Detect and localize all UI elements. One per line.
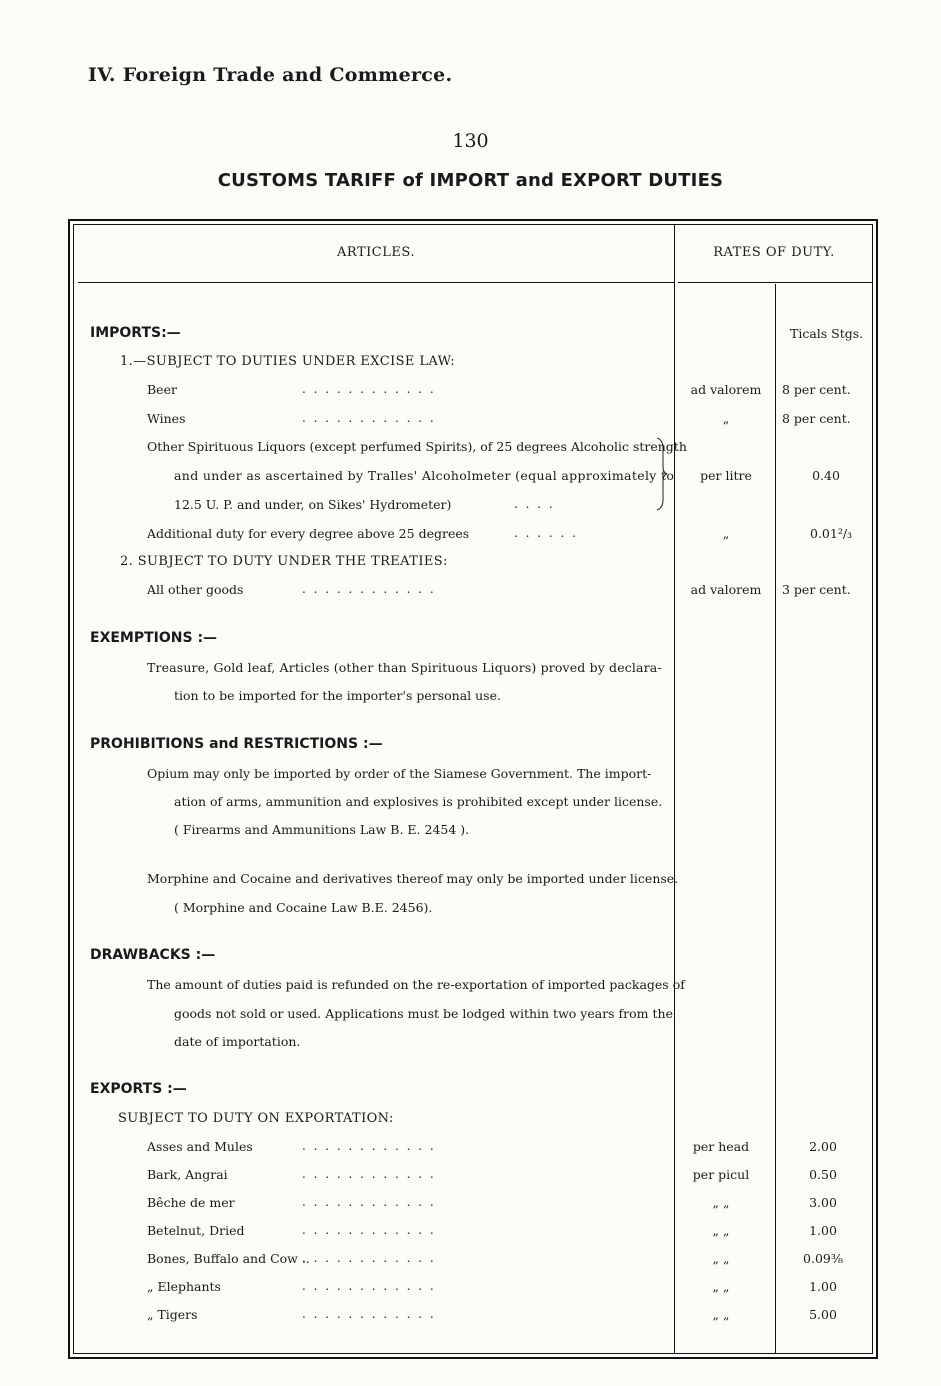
column-divider-rates [775, 284, 776, 1354]
imports-subheading-treaties: 2. SUBJECT TO DUTY UNDER THE TREATIES: [120, 554, 448, 569]
page-title: CUSTOMS TARIFF of IMPORT and EXPORT DUTIES [217, 170, 724, 191]
basis-wines: „ [722, 411, 730, 426]
column-divider-articles [674, 224, 675, 1354]
header-rule-articles [78, 282, 674, 283]
export-item-rate: 3.00 [809, 1195, 837, 1210]
drawbacks-line-1: The amount of duties paid is refunded on the re-exportation of imported packages of [147, 977, 685, 992]
export-item-basis: „ „ [712, 1307, 730, 1322]
export-item-rate: 2.00 [809, 1139, 837, 1154]
rate-spirits: 0.40 [812, 468, 840, 483]
imports-subheading-excise: 1.—SUBJECT TO DUTIES UNDER EXCISE LAW: [120, 354, 456, 369]
dot-leader-short: . . . . . . [514, 526, 578, 540]
item-label-additional: Additional duty for every degree above 25 degrees [147, 526, 470, 541]
exemptions-line-2: tion to be imported for the importer's personal use. [174, 688, 501, 703]
rates-column-header: RATES OF DUTY. [713, 245, 835, 260]
export-item-label: Bark, Angrai [147, 1167, 228, 1182]
export-item-basis: „ „ [712, 1195, 730, 1210]
dot-leader: . . . . . . . . . . . . [302, 582, 436, 596]
drawbacks-heading: DRAWBACKS :— [90, 947, 216, 963]
export-item-basis: „ „ [712, 1223, 730, 1238]
export-item-rate: 0.50 [809, 1167, 837, 1182]
exemptions-line-1: Treasure, Gold leaf, Articles (other than Spirituous Liquors) proved by declara- [147, 660, 662, 675]
item-label-wines: Wines [147, 411, 186, 426]
rate-additional: 0.01²/₃ [810, 526, 853, 541]
basis-spirits: per litre [700, 468, 752, 483]
basis-other-goods: ad valorem [690, 582, 762, 597]
export-item-label: Asses and Mules [147, 1139, 253, 1154]
export-item-basis: per picul [692, 1167, 750, 1182]
export-item-rate: 1.00 [809, 1279, 837, 1294]
dot-leader: . . . . . . . . . . . . [302, 1195, 436, 1209]
spirits-line-3: 12.5 U. P. and under, on Sikes' Hydrometer) [174, 497, 452, 512]
section-heading: IV. Foreign Trade and Commerce. [88, 64, 453, 86]
dot-leader: . . . . . . . . . . . . [302, 1279, 436, 1293]
exports-subheading: SUBJECT TO DUTY ON EXPORTATION: [118, 1111, 394, 1126]
unit-header: Ticals Stgs. [790, 326, 864, 341]
dot-leader: . . . . . . . . . . . . [302, 1223, 436, 1237]
spirits-line-1: Other Spirituous Liquors (except perfumed Spirits), of 25 degrees Alcoholic strength [147, 439, 687, 454]
export-item-basis: „ „ [712, 1251, 730, 1266]
dot-leader: . . . . . . . . . . . . [302, 382, 436, 396]
rate-other-goods: 3 per cent. [782, 582, 851, 597]
export-item-label: Betelnut, Dried [147, 1223, 245, 1238]
dot-leader: . . . . . . . . . . . . [302, 411, 436, 425]
prohibitions-p2-line-2: ( Morphine and Cocaine Law B.E. 2456). [174, 900, 433, 915]
export-item-basis: per head [692, 1139, 750, 1154]
drawbacks-line-3: date of importation. [174, 1034, 301, 1049]
exemptions-heading: EXEMPTIONS :— [90, 630, 218, 646]
articles-column-header: ARTICLES. [337, 245, 415, 260]
export-item-rate: 0.09⅜ [803, 1251, 843, 1266]
prohibitions-p1-line-2: ation of arms, ammunition and explosives is prohibited except under license. [174, 794, 663, 809]
brace-icon [655, 436, 669, 512]
export-item-rate: 1.00 [809, 1223, 837, 1238]
spirits-line-2: and under as ascertained by Tralles' Alcoholmeter (equal approximately to [174, 468, 675, 483]
prohibitions-p1-line-1: Opium may only be imported by order of the Siamese Government. The import- [147, 766, 652, 781]
export-item-label: „ Elephants [147, 1279, 221, 1294]
dot-leader: . . . . . . . . . . . . [302, 1167, 436, 1181]
item-label-beer: Beer [147, 382, 177, 397]
export-item-label: Bêche de mer [147, 1195, 235, 1210]
imports-heading: IMPORTS:— [90, 325, 181, 341]
item-label-other-goods: All other goods [147, 582, 244, 597]
header-rule-rates [678, 282, 872, 283]
rate-beer: 8 per cent. [782, 382, 851, 397]
page-number: 130 [452, 130, 489, 152]
prohibitions-p2-line-1: Morphine and Cocaine and derivatives thereof may only be imported under license. [147, 871, 679, 886]
export-item-label: „ Tigers [147, 1307, 198, 1322]
dot-leader: . . . . . . . . . . . . [302, 1139, 436, 1153]
basis-additional: „ [722, 526, 730, 541]
dot-leader-short: . . . . [514, 497, 555, 511]
dot-leader: . . . . . . . . . . . . [302, 1251, 436, 1265]
basis-beer: ad valorem [690, 382, 762, 397]
prohibitions-heading: PROHIBITIONS and RESTRICTIONS :— [90, 736, 383, 752]
rate-wines: 8 per cent. [782, 411, 851, 426]
export-item-rate: 5.00 [809, 1307, 837, 1322]
drawbacks-line-2: goods not sold or used. Applications must be lodged within two years from the [174, 1006, 673, 1021]
dot-leader: . . . . . . . . . . . . [302, 1307, 436, 1321]
prohibitions-p1-line-3: ( Firearms and Ammunitions Law B. E. 2454 ). [174, 822, 470, 837]
export-item-label: Bones, Buffalo and Cow .. [147, 1251, 310, 1266]
export-item-basis: „ „ [712, 1279, 730, 1294]
exports-heading: EXPORTS :— [90, 1081, 187, 1097]
